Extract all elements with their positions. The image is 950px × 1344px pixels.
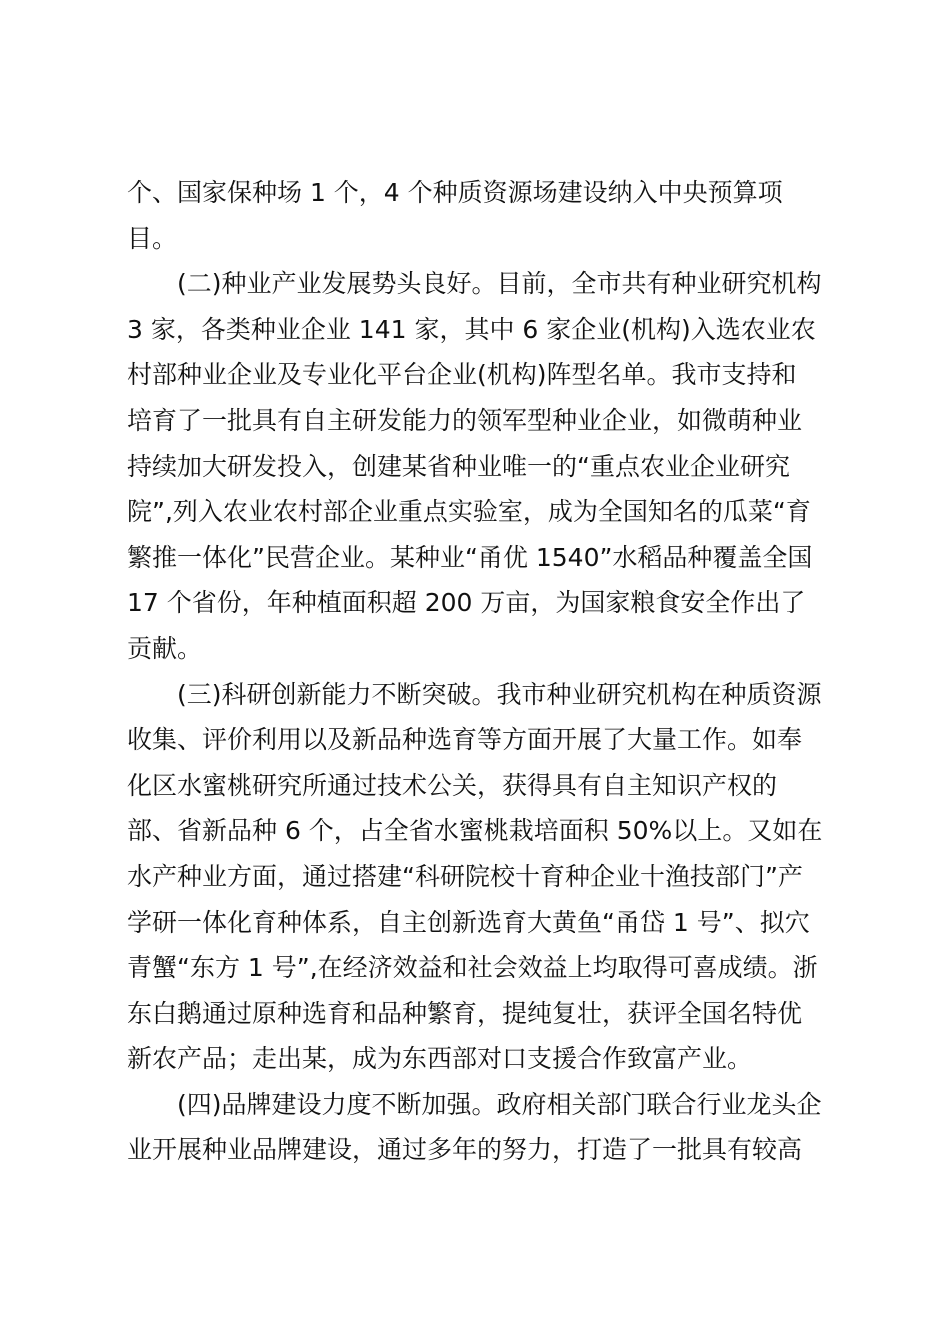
text-line: 贡献。 — [127, 633, 203, 663]
section-heading-line: (二)种业产业发展势头良好。目前，全市共有种业研究机构 — [177, 269, 822, 299]
text-line: 化区水蜜桃研究所通过技术公关，获得具有自主知识产权的 — [127, 770, 778, 800]
text-line: 个、国家保种场 1 个，4 个种质资源场建设纳入中央预算项 — [127, 178, 783, 207]
text-line: 业开展种业品牌建设，通过多年的努力，打造了一批具有较高 — [127, 1135, 803, 1165]
text-line: 院”,列入农业农村部企业重点实验室，成为全国知名的瓜菜“育 — [127, 497, 811, 527]
text-line: 持续加大研发投入，创建某省种业唯一的“重点农业企业研究 — [127, 451, 790, 481]
text-line: 水产种业方面，通过搭建“科研院校十育种企业十渔技部门”产 — [127, 861, 803, 891]
text-line: 培育了一批具有自主研发能力的领军型种业企业，如微萌种业 — [127, 405, 803, 435]
section-heading-line: (三)科研创新能力不断突破。我市种业研究机构在种质资源 — [177, 679, 822, 709]
text-line: 3 家，各类种业企业 141 家，其中 6 家企业(机构)入选农业农 — [127, 314, 816, 344]
text-line: 新农产品；走出某，成为东西部对口支援合作致富产业。 — [127, 1044, 753, 1074]
text-line: 学研一体化育种体系，自主创新选育大黄鱼“甬岱 1 号”、拟穴 — [127, 907, 810, 937]
section-heading-line: (四)品牌建设力度不断加强。政府相关部门联合行业龙头企 — [177, 1089, 822, 1119]
text-line: 村部种业企业及专业化平台企业(机构)阵型名单。我市支持和 — [127, 360, 797, 390]
body-text — [127, 170, 839, 1173]
text-line: 17 个省份，年种植面积超 200 万亩，为国家粮食安全作出了 — [127, 588, 806, 618]
text-line: 青蟹“东方 1 号”,在经济效益和社会效益上均取得可喜成绩。浙 — [127, 953, 818, 983]
text-line: 收集、评价利用以及新品种选育等方面开展了大量工作。如奉 — [127, 725, 803, 755]
text-line: 东白鹅通过原种选育和品种繁育，提纯复壮，获评全国名特优 — [127, 998, 803, 1028]
text-line: 繁推一体化”民营企业。某种业“甬优 1540”水稻品种覆盖全国 — [127, 542, 813, 572]
text-line: 部、省新品种 6 个，占全省水蜜桃栽培面积 50%以上。又如在 — [127, 816, 823, 846]
text-line: 目。 — [127, 223, 178, 253]
